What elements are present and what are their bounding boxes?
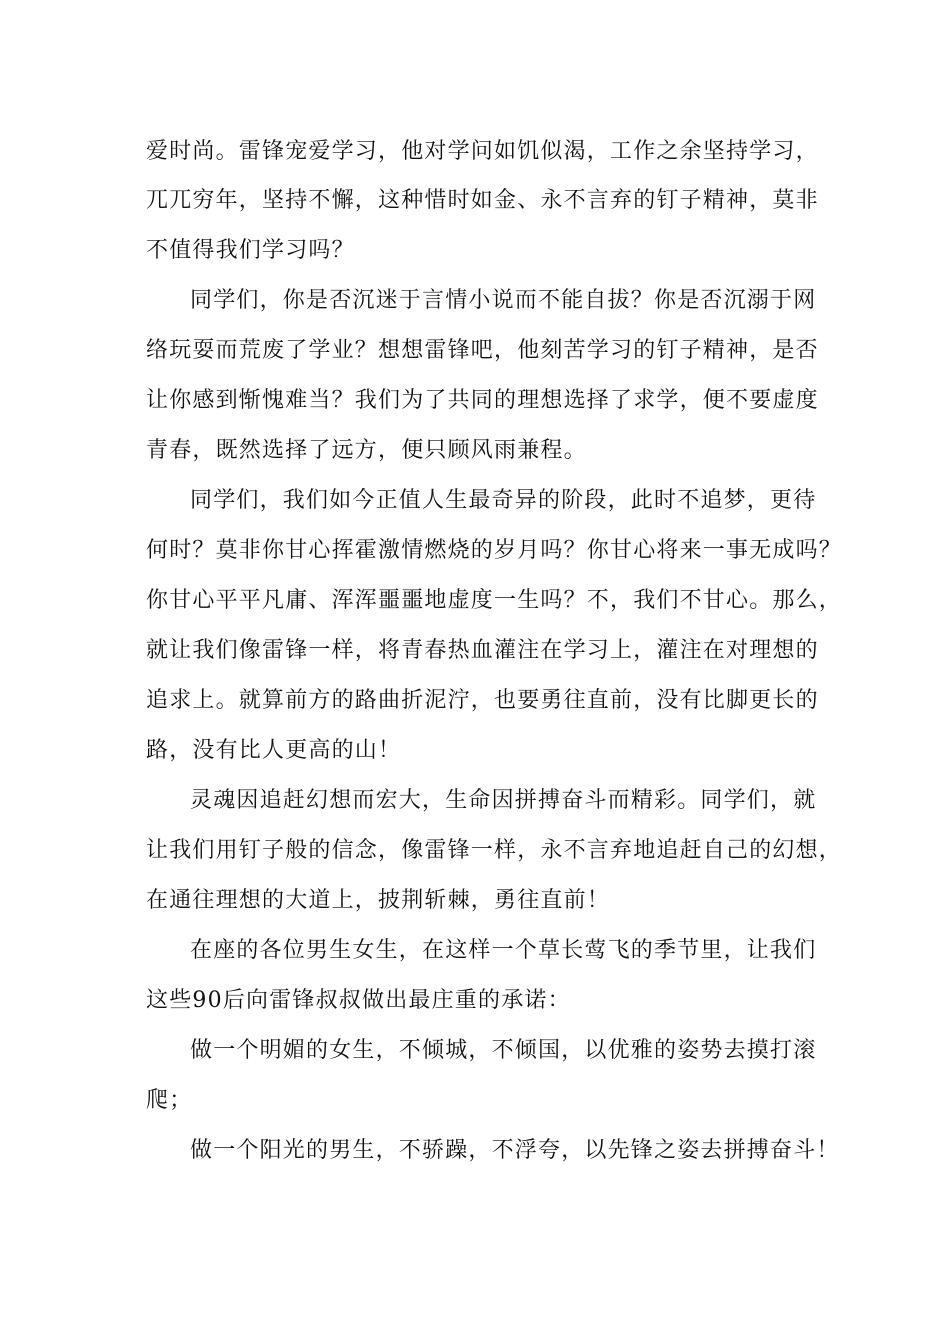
paragraph-first-line: 灵魂因追赶幻想而宏大，生命因拼搏奋斗而精彩。同学们，就 [190, 788, 817, 813]
text-line: 就让我们像雷锋一样，将青春热血灌注在学习上，灌注在对理想的 [146, 638, 819, 663]
text-line: 路，没有比人更高的山！ [146, 738, 402, 763]
text-line: 你甘心平平凡庸、浑浑噩噩地虚度一生吗？不，我们不甘心。那么， [146, 588, 843, 613]
text-line: 青春，既然选择了远方，便只顾风雨兼程。 [146, 438, 587, 463]
text-line: 兀兀穷年，坚持不懈，这种惜时如金、永不言弃的钉子精神，莫非 [146, 188, 819, 213]
paragraph-first-line: 做一个明媚的女生，不倾城，不倾国，以优雅的姿势去摸打滚 [190, 1038, 817, 1063]
text-line: 不值得我们学习吗？ [146, 238, 355, 263]
text-line: 追求上。就算前方的路曲折泥泞，也要勇往直前，没有比脚更长的 [146, 688, 819, 713]
text-line: 这些90后向雷锋叔叔做出最庄重的承诺： [146, 988, 571, 1013]
text-line: 何时？莫非你甘心挥霍激情燃烧的岁月吗？你甘心将来一事无成吗？ [146, 538, 843, 563]
text-line: 络玩耍而荒废了学业？想想雷锋吧，他刻苦学习的钉子精神，是否 [146, 338, 819, 363]
text-line: 让你感到惭愧难当？我们为了共同的理想选择了求学，便不要虚度 [146, 388, 819, 413]
paragraph-first-line: 在座的各位男生女生，在这样一个草长莺飞的季节里，让我们 [190, 938, 817, 963]
paragraph-first-line: 同学们，我们如今正值人生最奇异的阶段，此时不追梦，更待 [190, 488, 817, 513]
text-line: 爱时尚。雷锋宠爱学习，他对学问如饥似渴，工作之余坚持学习， [146, 139, 819, 164]
paragraph-first-line: 同学们，你是否沉迷于言情小说而不能自拔？你是否沉溺于网 [190, 288, 817, 313]
text-line: 爬； [146, 1088, 193, 1113]
paragraph-first-line: 做一个阳光的男生，不骄躁，不浮夸，以先锋之姿去拼搏奋斗！ [190, 1138, 840, 1163]
text-line: 在通往理想的大道上，披荆斩棘，勇往直前！ [146, 888, 611, 913]
text-line: 让我们用钉子般的信念，像雷锋一样，永不言弃地追赶自己的幻想， [146, 838, 843, 863]
